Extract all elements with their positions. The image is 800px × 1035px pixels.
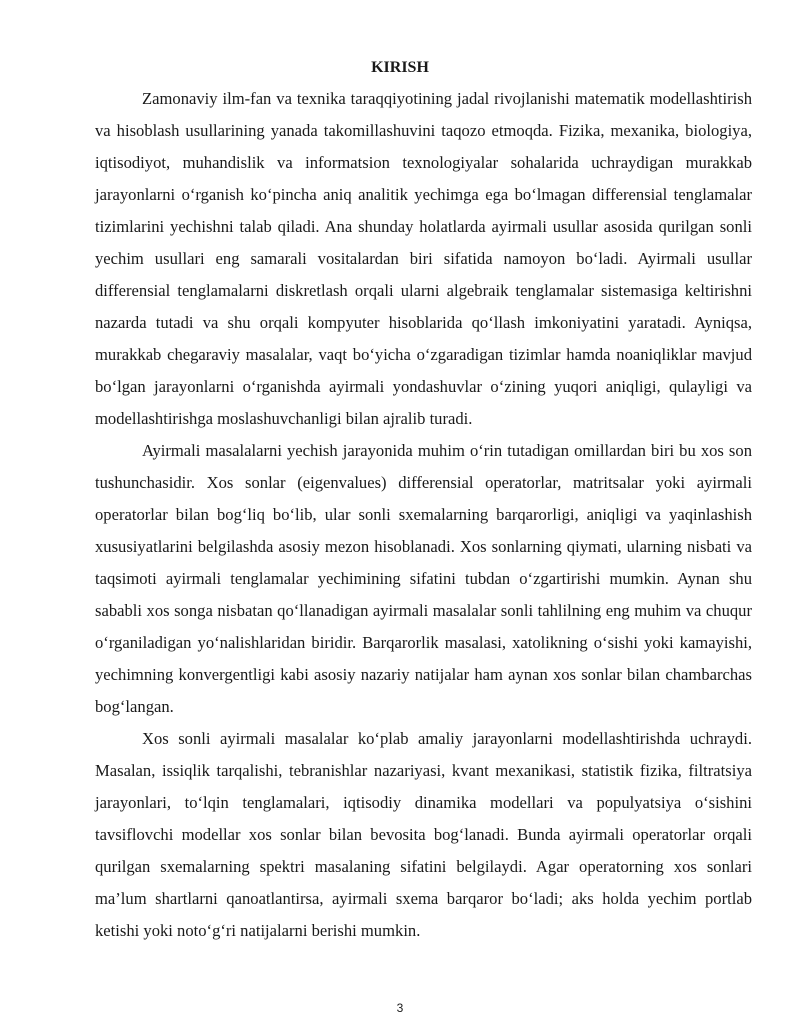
paragraph-3: Xos sonli ayirmali masalalar ko‘plab amaliy jarayonlarni modellashtirishda uchraydi. Masalan, issiqlik tarqalishi, tebranishlar nazariyasi, kvant mexanikasi, statistik fizika, filtratsiya jarayonlari, to‘lqin tenglamalari, iqtisodiy dinamika modellari va populyatsiya o‘sishini tavsiflovchi modellar xos sonlar bilan bevosita bog‘lanadi. Bunda ayirmali operatorlar orqali qurilgan sxemalarning spektri masalaning sifatini belgilaydi. Agar operatorning xos sonlari ma’lum shartlarni qanoatlantirsa, ayirmali sxema barqaror bo‘ladi; aks holda yechim portlab ketishi yoki noto‘g‘ri natijalarni berishi mumkin. [95,729,752,940]
section-title: KIRISH [371,59,429,76]
paragraph-1: Zamonaviy ilm-fan va texnika taraqqiyotining jadal rivojlanishi matematik modellashtirish va hisoblash usullarining yanada takomillashuvini taqozo etmoqda. Fizika, mexanika, biologiya, iqtisodiyot, muhandislik va informatsion texnologiyalar sohalarida uchraydigan murakkab jarayonlarni o‘rganish ko‘pincha aniq analitik yechimga ega bo‘lmagan differensial tenglamalar tizimlarini yechishni talab qiladi. Ana shunday holatlarda ayirmali usullar asosida qurilgan sonli yechim usullari eng samarali vositalardan biri sifatida namoyon bo‘ladi. Ayirmali usullar differensial tenglamalarni diskretlash orqali ularni algebraik tenglamalar sistemasiga keltirishni nazarda tutadi va shu orqali kompyuter hisoblarida qo‘llash imkoniyatini yaratadi. Ayniqsa, murakkab chegaraviy masalalar, vaqt bo‘yicha o‘zgaradigan tizimlar hamda noaniqliklar mavjud bo‘lgan jarayonlarni o‘rganishda ayirmali yondashuvlar o‘zining yuqori aniqligi, qulayligi va modellashtirishga moslashuvchanligi bilan ajralib turadi. [95,89,752,428]
page-number: 3 [396,1001,404,1015]
body-text [95,83,752,947]
paragraph-2: Ayirmali masalalarni yechish jarayonida muhim o‘rin tutadigan omillardan biri bu xos son tushunchasidir. Xos sonlar (eigenvalues) differensial operatorlar, matritsalar yoki ayirmali operatorlar bilan bog‘liq bo‘lib, ular sonli sxemalarning barqarorligi, aniqligi va yaqinlashish xususiyatlarini belgilashda asosiy mezon hisoblanadi. Xos sonlarning qiymati, ularning nisbati va taqsimoti ayirmali tenglamalar yechimining sifatini tubdan o‘zgartirishi mumkin. Aynan shu sababli xos songa nisbatan qo‘llanadigan ayirmali masalalar sonli tahlilning eng muhim va chuqur o‘rganiladigan yo‘nalishlaridan biridir. Barqarorlik masalasi, xatolikning o‘sishi yoki kamayishi, yechimning konvergentligi kabi asosiy nazariy natijalar ham aynan xos sonlar bilan chambarchas bog‘langan. [95,441,752,716]
